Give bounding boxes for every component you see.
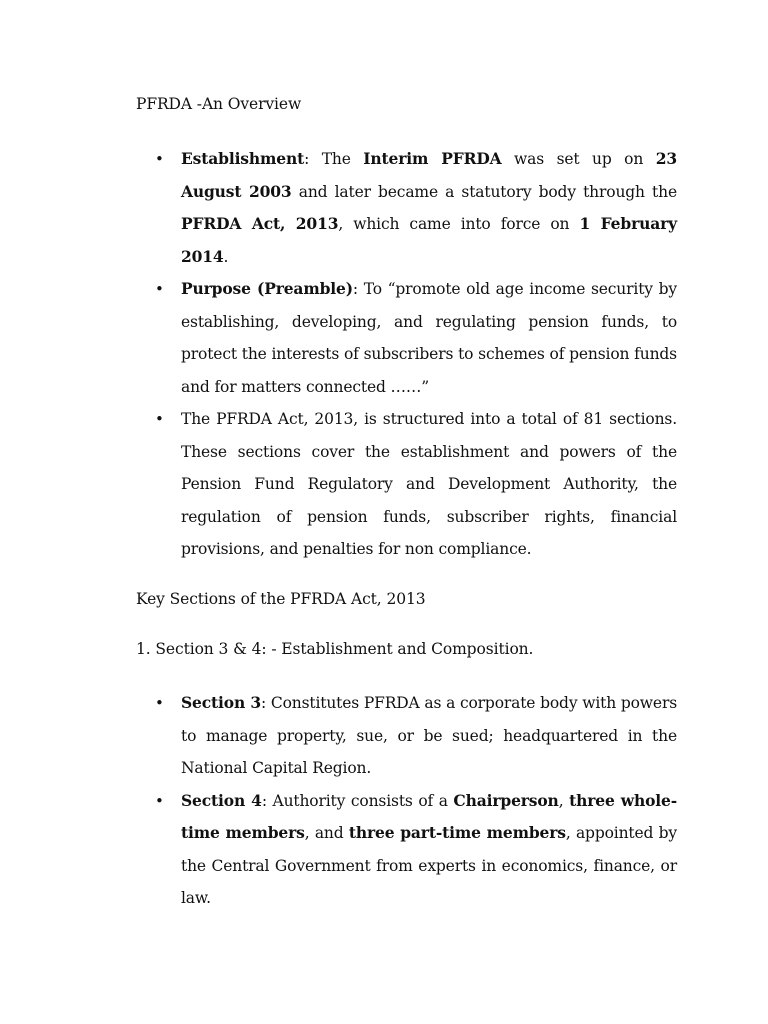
item-emphasis: Chairperson bbox=[453, 790, 559, 810]
section-heading-key-sections: Key Sections of the PFRDA Act, 2013 bbox=[136, 590, 426, 608]
item-emphasis: 23 August 2003 bbox=[181, 149, 677, 201]
item-emphasis: PFRDA Act, 2013 bbox=[181, 214, 339, 233]
list-item bbox=[155, 273, 678, 403]
item-text: . bbox=[223, 247, 229, 266]
bullet-icon: • bbox=[155, 791, 164, 810]
item-lead: Section 3 bbox=[181, 693, 261, 712]
item-text: , and bbox=[304, 824, 349, 842]
item-lead: Purpose (Preamble) bbox=[181, 279, 353, 298]
page-title: PFRDA -An Overview bbox=[136, 95, 302, 113]
bullet-icon: • bbox=[155, 694, 164, 712]
section-heading-establishment: 1. Section 3 & 4: - Establishment and Composition. bbox=[136, 640, 534, 658]
item-lead: Establishment bbox=[181, 149, 305, 168]
bullet-icon: • bbox=[155, 280, 164, 298]
item-text: and later became a statutory body through the bbox=[291, 182, 677, 201]
sections-list bbox=[155, 687, 678, 915]
item-text: , appointed by the Central Government from experts in economics, finance, or law. bbox=[181, 824, 677, 907]
item-text: was set up on bbox=[501, 150, 656, 168]
bullet-icon: • bbox=[155, 410, 164, 428]
item-emphasis: three part-time members bbox=[348, 823, 566, 842]
item-emphasis: three whole-time members bbox=[181, 790, 677, 842]
item-text: : Authority consists of a bbox=[261, 791, 454, 810]
item-emphasis: 1 February 2014 bbox=[181, 214, 677, 266]
item-lead: Section 4 bbox=[181, 790, 262, 810]
list-item bbox=[155, 687, 678, 785]
item-text: , which came into force on bbox=[338, 215, 580, 233]
item-emphasis: Interim PFRDA bbox=[363, 149, 502, 168]
list-item bbox=[155, 403, 677, 566]
item-text: , bbox=[558, 791, 570, 810]
bullet-icon: • bbox=[155, 150, 164, 168]
item-text: : To “promote old age income security by establishing, developing, and regulating pension funds, to protect the interests of subscribers to schemes of pension funds and for matters connected ……” bbox=[181, 280, 678, 396]
item-text: : The bbox=[304, 150, 364, 168]
list-item bbox=[155, 785, 677, 915]
item-text: The PFRDA Act, 2013, is structured into a total of 81 sections. These sections cover the establishment and powers of the Pension Fund Regulatory and Development Authority, the regulation of pension funds, subscriber rights, financial provisions, and penalties for non compliance. bbox=[181, 410, 677, 558]
list-item bbox=[155, 143, 677, 273]
item-text: : Constitutes PFRDA as a corporate body with powers to manage property, sue, or be sued; headquartered in the National Capital Region. bbox=[181, 694, 678, 777]
overview-list bbox=[155, 143, 678, 566]
